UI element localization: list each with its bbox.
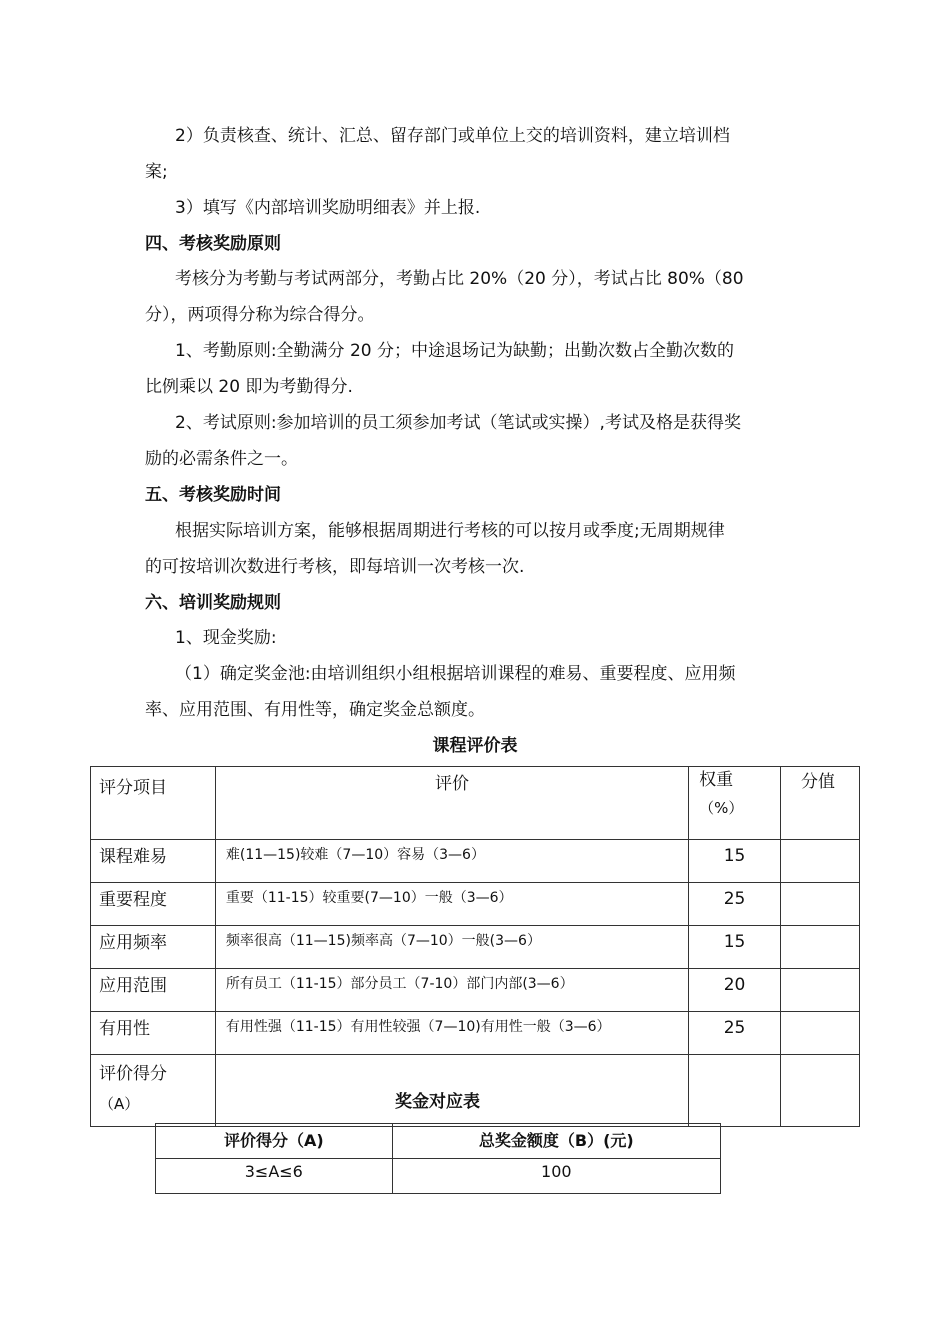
total-score-value-cell bbox=[781, 1055, 860, 1127]
header-weight bbox=[689, 767, 781, 840]
header-item: 评分项目 bbox=[91, 767, 216, 840]
row-item: 有用性 bbox=[91, 1012, 216, 1055]
row-weight: 25 bbox=[689, 883, 781, 926]
table-row bbox=[91, 840, 860, 883]
paragraph-line: 率、应用范围、有用性等，确定奖金总额度。 bbox=[145, 700, 485, 720]
paragraph-line: 案; bbox=[145, 162, 168, 182]
bonus-table-title: 奖金对应表 bbox=[395, 1092, 480, 1112]
bonus-header-score: 评价得分（A) bbox=[156, 1124, 393, 1159]
row-weight: 15 bbox=[689, 840, 781, 883]
row-weight: 20 bbox=[689, 969, 781, 1012]
row-criteria: 重要（11-15）较重要(7—10）一般（3—6） bbox=[215, 883, 688, 926]
row-criteria: 难(11—15)较难（7—10）容易（3—6） bbox=[215, 840, 688, 883]
table-row bbox=[91, 883, 860, 926]
row-criteria: 有用性强（11-15）有用性较强（7—10)有用性一般（3—6） bbox=[215, 1012, 688, 1055]
header-score: 分值 bbox=[781, 767, 860, 840]
paragraph-line: 2）负责核查、统计、汇总、留存部门或单位上交的培训资料，建立培训档 bbox=[175, 126, 730, 146]
paragraph-line: 考核分为考勤与考试两部分，考勤占比 20%（20 分），考试占比 80%（80 bbox=[175, 269, 744, 289]
row-item: 应用频率 bbox=[91, 926, 216, 969]
row-score-cell bbox=[781, 840, 860, 883]
paragraph-line: 2、考试原则:参加培训的员工须参加考试（笔试或实操）,考试及格是获得奖 bbox=[175, 413, 741, 433]
paragraph-line: 比例乘以 20 即为考勤得分. bbox=[145, 377, 353, 397]
bonus-row-amount: 100 bbox=[392, 1159, 720, 1194]
row-score-cell bbox=[781, 969, 860, 1012]
row-score-cell bbox=[781, 883, 860, 926]
row-item: 课程难易 bbox=[91, 840, 216, 883]
table-row bbox=[91, 926, 860, 969]
paragraph-line: 1、现金奖励: bbox=[175, 628, 277, 648]
total-score-label-line2: （A） bbox=[99, 1095, 140, 1113]
paragraph-line: 的可按培训次数进行考核，即每培训一次考核一次. bbox=[145, 557, 525, 577]
table-header-row bbox=[91, 767, 860, 840]
paragraph-line: （1）确定奖金池:由培训组织小组根据培训课程的难易、重要程度、应用频 bbox=[175, 664, 736, 684]
row-criteria: 所有员工（11-15）部分员工（7-10）部门内部(3—6） bbox=[215, 969, 688, 1012]
paragraph-line: 1、考勤原则:全勤满分 20 分；中途退场记为缺勤；出勤次数占全勤次数的 bbox=[175, 341, 734, 361]
bonus-row-score: 3≤A≤6 bbox=[156, 1159, 393, 1194]
section-heading: 六、培训奖励规则 bbox=[145, 593, 281, 613]
row-weight: 25 bbox=[689, 1012, 781, 1055]
section-heading: 五、考核奖励时间 bbox=[145, 485, 281, 505]
row-score-cell bbox=[781, 1012, 860, 1055]
bonus-header-row bbox=[156, 1124, 721, 1159]
paragraph-line: 分），两项得分称为综合得分。 bbox=[145, 305, 375, 325]
row-item: 重要程度 bbox=[91, 883, 216, 926]
header-criteria: 评价 bbox=[215, 767, 688, 840]
row-criteria: 频率很高（11—15)频率高（7—10）一般(3—6） bbox=[215, 926, 688, 969]
header-weight-unit: （%） bbox=[699, 799, 744, 817]
table-row bbox=[91, 1012, 860, 1055]
row-item: 应用范围 bbox=[91, 969, 216, 1012]
table-row bbox=[91, 969, 860, 1012]
course-table-title: 课程评价表 bbox=[432, 736, 518, 756]
total-score-label-line1: 评价得分 bbox=[99, 1064, 167, 1084]
section-heading: 四、考核奖励原则 bbox=[145, 234, 281, 254]
paragraph-line: 3）填写《内部培训奖励明细表》并上报. bbox=[175, 198, 481, 218]
row-weight: 15 bbox=[689, 926, 781, 969]
row-score-cell bbox=[781, 926, 860, 969]
header-weight-label: 权重 bbox=[699, 770, 734, 790]
bonus-mapping-table bbox=[155, 1123, 721, 1194]
paragraph-line: 根据实际培训方案，能够根据周期进行考核的可以按月或季度;无周期规律 bbox=[175, 521, 725, 541]
bonus-header-amount: 总奖金额度（B）(元) bbox=[392, 1124, 720, 1159]
paragraph-line: 励的必需条件之一。 bbox=[145, 449, 298, 469]
table-row bbox=[156, 1159, 721, 1194]
course-evaluation-table bbox=[90, 766, 860, 1127]
